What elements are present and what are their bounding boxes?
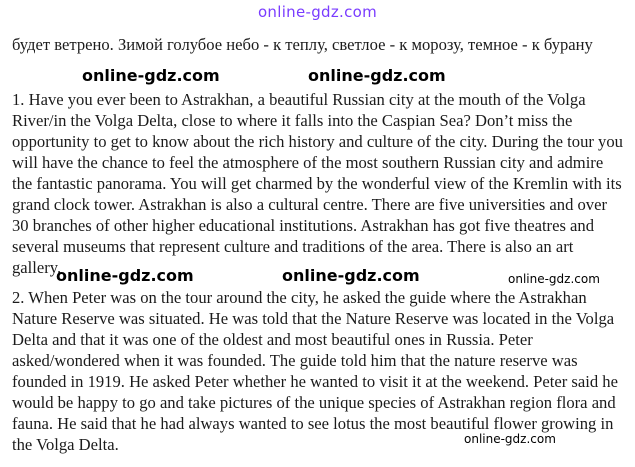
watermark-4: online-gdz.com [282, 266, 420, 285]
watermark-1: online-gdz.com [82, 66, 220, 85]
watermark-3: online-gdz.com [56, 266, 194, 285]
intro-text: будет ветрено. Зимой голубое небо - к теплу, светлое - к морозу, темное - к бурану [12, 35, 593, 54]
watermark-2: online-gdz.com [308, 66, 446, 85]
paragraph-1: 1. Have you ever been to Astrakhan, a beautiful Russian city at the mouth of the Volga River/in the Volga Delta, close to where it falls into the Caspian Sea? Don’t miss the opportunity to get to know about the rich history and culture of the city. During the tour you will have the chance to feel the atmosphere of the most southern Russian city and admire the fantastic panorama. You will get charmed by the wonderful view of the Kremlin with its grand clock tower. Astrakhan is also a cultural centre. There are five universities and over 30 branches of other higher educational institutions. Astrakhan has got five theatres and several museums that represent culture and traditions of the area. There is also an art gallery. [12, 90, 623, 277]
paragraph-2: 2. When Peter was on the tour around the city, he asked the guide where the Astrakhan Nature Reserve was situated. He was told that the Nature Reserve was located in the Volga Delta and that it was one of the oldest and most beautiful ones in Russia. Peter asked/wondered when it was founded. The guide told him that the nature reserve was founded in 1919. He asked Peter whether he wanted to visit it at the weekend. Peter said he would be happy to go and take pictures of the unique species of Astrakhan region flora and fauna. He said that he had always wanted to see lotus the most beautiful flower growing in the Volga Delta. [12, 288, 618, 454]
watermark-6: online-gdz.com [464, 432, 556, 446]
watermark-5: online-gdz.com [508, 272, 600, 286]
site-header: online-gdz.com [257, 3, 378, 21]
